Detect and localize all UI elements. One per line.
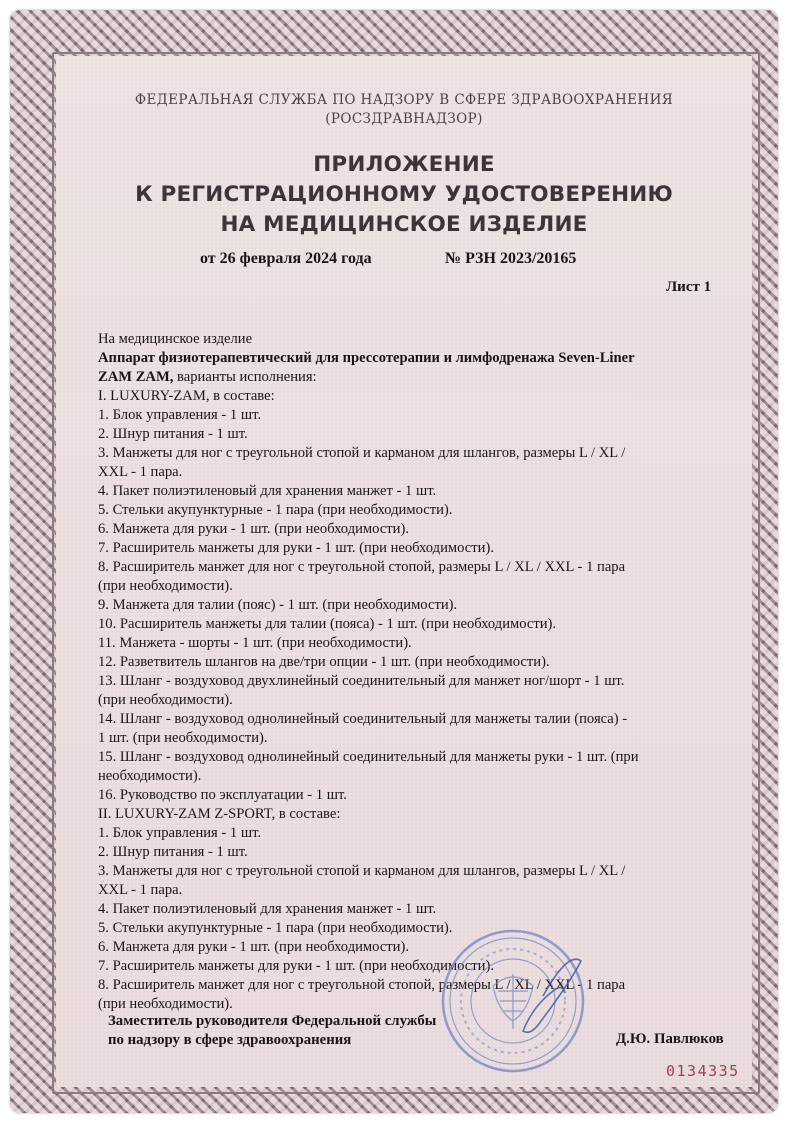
component-line: 7. Расширитель манжеты для руки - 1 шт. (при необходимости). <box>98 958 494 974</box>
component-line: 10. Расширитель манжеты для талии (пояса) - 1 шт. (при необходимости). <box>98 616 557 632</box>
signatory-position <box>108 1012 436 1050</box>
component-line: 13. Шланг - воздуховод двухлинейный соединительный для манжет ног/шорт - 1 шт. <box>98 673 625 689</box>
component-line: I. LUXURY-ZAM, в составе: <box>98 388 275 404</box>
component-line: 12. Разветвитель шлангов на две/три опции - 1 шт. (при необходимости). <box>98 654 550 670</box>
component-line: 4. Пакет полиэтиленовый для хранения манжет - 1 шт. <box>98 901 437 917</box>
component-line: 2. Шнур питания - 1 шт. <box>98 844 248 860</box>
intro-text: На медицинское изделие <box>98 331 253 347</box>
signatory-position-line1: Заместитель руководителя Федеральной службы <box>108 1013 437 1029</box>
component-line: 1 шт. (при необходимости). <box>98 730 268 746</box>
component-line: 1. Блок управления - 1 шт. <box>98 825 262 841</box>
component-line: 3. Манжеты для ног с треугольной стопой и карманом для шлангов, размеры L / XL / <box>98 863 626 879</box>
certificate-sheet <box>10 10 778 1113</box>
document-title-line2: К РЕГИСТРАЦИОННОМУ УДОСТОВЕРЕНИЮ <box>135 182 673 207</box>
device-description <box>98 330 738 1014</box>
issue-date: от 26 февраля 2024 года <box>200 250 372 267</box>
document-title-line3: НА МЕДИЦИНСКОЕ ИЗДЕЛИЕ <box>220 212 588 237</box>
component-line: 1. Блок управления - 1 шт. <box>98 407 262 423</box>
component-line: 14. Шланг - воздуховод однолинейный соединительный для манжеты талии (пояса) - <box>98 711 628 727</box>
component-line: 4. Пакет полиэтиленовый для хранения манжет - 1 шт. <box>98 483 437 499</box>
component-line: 8. Расширитель манжет для ног с треугольной стопой, размеры L / XL / XXL - 1 пара <box>98 977 626 993</box>
document-title-line1: ПРИЛОЖЕНИЕ <box>313 152 495 177</box>
component-line: 16. Руководство по эксплуатации - 1 шт. <box>98 787 347 803</box>
device-name: Аппарат физиотерапевтический для прессотерапии и лимфодренажа Seven-Liner <box>98 350 635 366</box>
component-line: 15. Шланг - воздуховод однолинейный соединительный для манжеты руки - 1 шт. (при <box>98 749 639 765</box>
component-list <box>98 387 738 1014</box>
component-line: 9. Манжета для талии (пояс) - 1 шт. (при необходимости). <box>98 597 458 613</box>
component-line: XXL - 1 пара. <box>98 464 183 480</box>
component-line: 5. Стельки акупунктурные - 1 пара (при необходимости). <box>98 920 453 936</box>
sheet-number: Лист 1 <box>666 279 712 295</box>
serial-number: 0134335 <box>666 1062 740 1080</box>
component-line: 5. Стельки акупунктурные - 1 пара (при необходимости). <box>98 502 453 518</box>
agency-abbreviation: (РОСЗДРАВНАДЗОР) <box>325 111 483 127</box>
component-line: 11. Манжета - шорты - 1 шт. (при необходимости). <box>98 635 412 651</box>
document-body <box>56 56 752 1087</box>
component-line: 8. Расширитель манжет для ног с треугольной стопой, размеры L / XL / XXL - 1 пара <box>98 559 626 575</box>
component-line: II. LUXURY-ZAM Z-SPORT, в составе: <box>98 806 341 822</box>
signatory-name: Д.Ю. Павлюков <box>616 1031 724 1047</box>
component-line: (при необходимости). <box>98 692 233 708</box>
device-name-end: ZAM ZAM, <box>98 369 174 385</box>
component-line: 6. Манжета для руки - 1 шт. (при необходимости). <box>98 939 409 955</box>
official-seal-icon <box>438 926 588 1076</box>
variants-label: варианты исполнения: <box>173 369 317 385</box>
component-line: 2. Шнур питания - 1 шт. <box>98 426 248 442</box>
registration-number: № РЗН 2023/20165 <box>445 250 577 267</box>
signatory-position-line2: по надзору в сфере здравоохранения <box>108 1032 352 1048</box>
component-line: 3. Манжеты для ног с треугольной стопой и карманом для шлангов, размеры L / XL / <box>98 445 626 461</box>
agency-name: ФЕДЕРАЛЬНАЯ СЛУЖБА ПО НАДЗОРУ В СФЕРЕ ЗДРАВООХРАНЕНИЯ <box>134 92 674 108</box>
component-line: (при необходимости). <box>98 996 233 1012</box>
component-line: необходимости). <box>98 768 202 784</box>
component-line: XXL - 1 пара. <box>98 882 183 898</box>
component-line: (при необходимости). <box>98 578 233 594</box>
component-line: 6. Манжета для руки - 1 шт. (при необходимости). <box>98 521 409 537</box>
component-line: 7. Расширитель манжеты для руки - 1 шт. (при необходимости). <box>98 540 494 556</box>
device-name-cont <box>98 368 738 387</box>
